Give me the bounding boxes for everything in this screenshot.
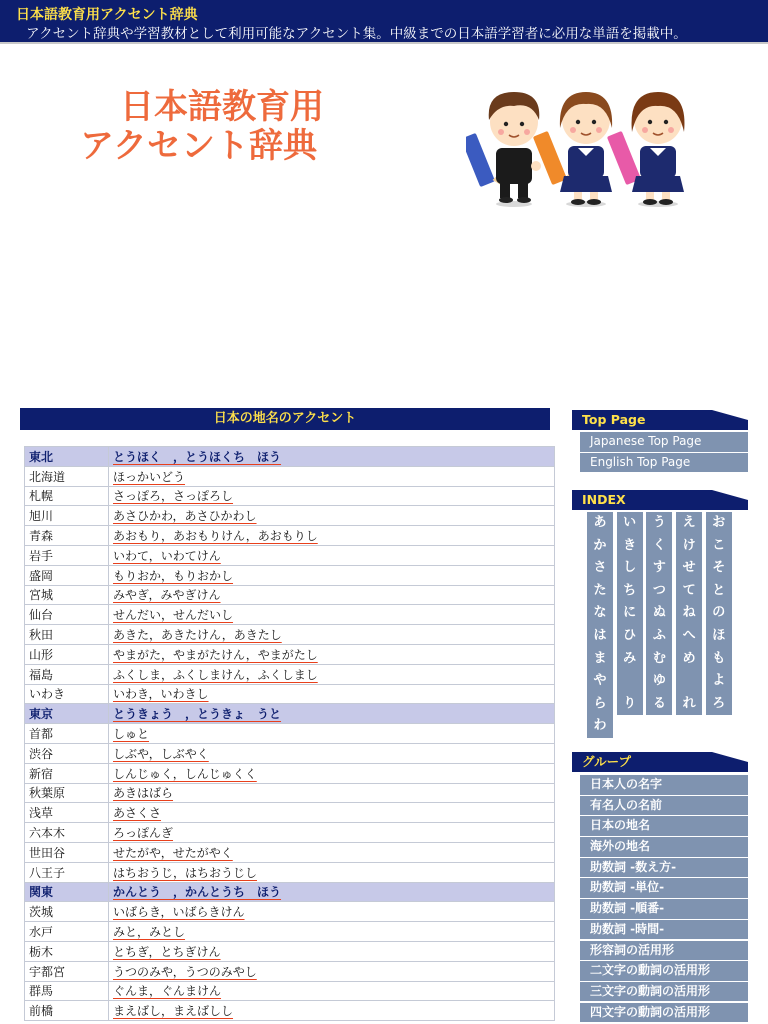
table-row bbox=[25, 486, 555, 506]
table-row bbox=[25, 862, 555, 882]
kana-index-link[interactable]: ぬ bbox=[652, 605, 666, 621]
kana-index-blank bbox=[676, 670, 702, 693]
table-row bbox=[25, 724, 555, 744]
sidebar-group-link[interactable]: 日本人の名字 bbox=[580, 775, 748, 795]
kana-index-link[interactable]: ね bbox=[682, 605, 696, 621]
place-name-cell: 前橋 bbox=[25, 1001, 109, 1021]
place-name-cell: 秋田 bbox=[25, 625, 109, 645]
section-title: 日本の地名のアクセント bbox=[20, 408, 550, 430]
table-row bbox=[25, 664, 555, 684]
accent-reading-cell: しぶや，しぶやく bbox=[109, 743, 555, 763]
kana-index-link[interactable]: み bbox=[623, 650, 637, 666]
accent-reading-cell: まえばし，まえばしし bbox=[109, 1001, 555, 1021]
kana-index-link[interactable]: よ bbox=[712, 673, 726, 689]
accent-reading-cell: ふくしま，ふくしまけん，ふくしまし bbox=[109, 664, 555, 684]
table-row bbox=[25, 1001, 555, 1021]
kana-index-link[interactable]: ろ bbox=[712, 695, 726, 711]
place-name-cell: 世田谷 bbox=[25, 842, 109, 862]
kana-index-link[interactable]: り bbox=[623, 695, 637, 711]
kana-index-column bbox=[676, 512, 702, 715]
kana-index-column bbox=[617, 512, 643, 715]
table-row bbox=[25, 783, 555, 803]
girl-figure-1 bbox=[533, 92, 612, 205]
table-row bbox=[25, 803, 555, 823]
sidebar-group-link[interactable]: 形容詞の活用形 bbox=[580, 941, 748, 961]
accent-reading-cell: とちぎ，とちぎけん bbox=[109, 941, 555, 961]
kana-index-link[interactable]: わ bbox=[593, 718, 607, 734]
sidebar-group-link[interactable]: 日本の地名 bbox=[580, 816, 748, 836]
accent-reading-cell: みと，みとし bbox=[109, 922, 555, 942]
logo-line-2: アクセント辞典 bbox=[80, 126, 317, 166]
accent-reading-cell: あさひかわ，あさひかわし bbox=[109, 506, 555, 526]
kana-index-link[interactable]: て bbox=[682, 582, 696, 598]
kana-index-link[interactable]: と bbox=[712, 582, 726, 598]
kana-index-link[interactable]: い bbox=[623, 515, 637, 530]
kana-index-link[interactable]: つ bbox=[652, 582, 666, 598]
sidebar-group-link[interactable]: 二文字の動詞の活用形 bbox=[580, 961, 748, 981]
place-name-cell: 山形 bbox=[25, 644, 109, 664]
accent-reading-cell: いわき，いわきし bbox=[109, 684, 555, 704]
accent-reading-cell: さっぽろ，さっぽろし bbox=[109, 486, 555, 506]
sidebar-group-link[interactable]: 助数詞 -単位- bbox=[580, 878, 748, 898]
kana-index-link[interactable]: こ bbox=[712, 537, 726, 553]
table-row bbox=[25, 545, 555, 565]
accent-reading-cell: ろっぽんぎ bbox=[109, 823, 555, 843]
kana-index-link[interactable]: う bbox=[652, 515, 666, 530]
accent-reading-cell: はちおうじ，はちおうじし bbox=[109, 862, 555, 882]
accent-reading-cell: やまがた，やまがたけん，やまがたし bbox=[109, 644, 555, 664]
place-name-cell: 栃木 bbox=[25, 941, 109, 961]
kana-index-column bbox=[587, 512, 613, 738]
table-group-header-row bbox=[25, 704, 555, 724]
table-row bbox=[25, 961, 555, 981]
accent-table bbox=[24, 446, 555, 1021]
sidebar-group-list bbox=[580, 775, 748, 1023]
kana-index-link[interactable]: ゆ bbox=[652, 673, 666, 689]
table-row bbox=[25, 644, 555, 664]
place-name-cell: 札幌 bbox=[25, 486, 109, 506]
kana-index-link[interactable]: は bbox=[593, 627, 607, 643]
kana-index-link[interactable]: の bbox=[712, 605, 726, 621]
accent-reading-cell: いわて，いわてけん bbox=[109, 545, 555, 565]
table-row bbox=[25, 526, 555, 546]
site-logo[interactable] bbox=[80, 88, 324, 166]
sidebar-group-link[interactable]: 助数詞 -数え方- bbox=[580, 858, 748, 878]
place-name-cell: 首都 bbox=[25, 724, 109, 744]
logo-line-1: 日本語教育用 bbox=[120, 87, 324, 127]
accent-reading-cell: あさくさ bbox=[109, 803, 555, 823]
kana-index-link[interactable]: さ bbox=[593, 560, 607, 576]
boy-figure bbox=[466, 92, 541, 203]
students-illustration bbox=[466, 82, 696, 214]
accent-reading-cell: ぐんま，ぐんまけん bbox=[109, 981, 555, 1001]
table-row bbox=[25, 585, 555, 605]
kana-index-link[interactable]: や bbox=[593, 673, 607, 689]
accent-reading-cell: とうほく ，とうほくち ほう bbox=[109, 447, 555, 467]
kana-index-link[interactable]: ふ bbox=[652, 627, 666, 643]
place-name-cell: 岩手 bbox=[25, 545, 109, 565]
kana-index-column bbox=[706, 512, 732, 715]
accent-reading-cell: もりおか，もりおかし bbox=[109, 565, 555, 585]
place-name-cell: いわき bbox=[25, 684, 109, 704]
sidebar-group-link[interactable]: 海外の地名 bbox=[580, 837, 748, 857]
table-row bbox=[25, 902, 555, 922]
kana-index-link[interactable]: え bbox=[682, 515, 696, 530]
place-name-cell: 水戸 bbox=[25, 922, 109, 942]
sidebar-top-page-link[interactable]: English Top Page bbox=[580, 453, 748, 473]
kana-index-link[interactable]: ひ bbox=[623, 627, 637, 643]
kana-index-link[interactable]: き bbox=[623, 537, 637, 553]
accent-reading-cell: いばらき，いばらきけん bbox=[109, 902, 555, 922]
site-title[interactable]: 日本語教育用アクセント辞典 bbox=[16, 7, 198, 23]
kana-index-link[interactable]: ら bbox=[593, 695, 607, 711]
sidebar-top-page-heading: Top Page bbox=[572, 410, 748, 430]
table-row bbox=[25, 842, 555, 862]
place-name-cell: 茨城 bbox=[25, 902, 109, 922]
accent-reading-cell: あきた，あきたけん，あきたし bbox=[109, 625, 555, 645]
place-name-cell: 六本木 bbox=[25, 823, 109, 843]
accent-reading-cell: とうきょう ，とうきょ うと bbox=[109, 704, 555, 724]
table-row bbox=[25, 684, 555, 704]
kana-index-link[interactable]: あ bbox=[593, 515, 607, 530]
sidebar-index-heading: INDEX bbox=[572, 490, 748, 510]
kana-index-blank bbox=[617, 670, 643, 693]
place-name-cell: 浅草 bbox=[25, 803, 109, 823]
site-subtitle: アクセント辞典や学習教材として利用可能なアクセント集。中級までの日本語学習者に必用な単語を掲載中。 bbox=[26, 26, 687, 42]
place-name-cell: 東北 bbox=[25, 447, 109, 467]
accent-reading-cell: あおもり，あおもりけん，あおもりし bbox=[109, 526, 555, 546]
kana-index-link[interactable]: か bbox=[593, 537, 607, 553]
sidebar-group-link[interactable]: 助数詞 -順番- bbox=[580, 899, 748, 919]
place-name-cell: 八王子 bbox=[25, 862, 109, 882]
kana-index-link[interactable]: め bbox=[682, 650, 696, 666]
kana-index-link[interactable]: そ bbox=[712, 560, 726, 576]
table-row bbox=[25, 605, 555, 625]
sidebar-group-link[interactable]: 有名人の名前 bbox=[580, 796, 748, 816]
place-name-cell: 青森 bbox=[25, 526, 109, 546]
kana-index-link[interactable]: に bbox=[623, 605, 637, 621]
sidebar-top-page-list bbox=[580, 432, 748, 473]
place-name-cell: 宇都宮 bbox=[25, 961, 109, 981]
girl-figure-2 bbox=[607, 92, 685, 205]
kana-index-link[interactable]: け bbox=[682, 537, 696, 553]
kana-index-link[interactable]: な bbox=[593, 605, 607, 621]
sidebar-group-heading: グループ bbox=[572, 752, 748, 772]
table-row bbox=[25, 922, 555, 942]
kana-index-link[interactable]: へ bbox=[682, 627, 696, 643]
table-row bbox=[25, 625, 555, 645]
sidebar-group-link[interactable]: 助数詞 -時間- bbox=[580, 920, 748, 940]
place-name-cell: 東京 bbox=[25, 704, 109, 724]
kana-index-link[interactable]: た bbox=[593, 582, 607, 598]
place-name-cell: 北海道 bbox=[25, 466, 109, 486]
accent-reading-cell: みやぎ，みやぎけん bbox=[109, 585, 555, 605]
place-name-cell: 旭川 bbox=[25, 506, 109, 526]
place-name-cell: 盛岡 bbox=[25, 565, 109, 585]
accent-reading-cell: しんじゅく，しんじゅくく bbox=[109, 763, 555, 783]
place-name-cell: 群馬 bbox=[25, 981, 109, 1001]
accent-reading-cell: せたがや，せたがやく bbox=[109, 842, 555, 862]
table-row bbox=[25, 823, 555, 843]
place-name-cell: 新宿 bbox=[25, 763, 109, 783]
kana-index-link[interactable]: ほ bbox=[712, 627, 726, 643]
table-group-header-row bbox=[25, 882, 555, 902]
table-row bbox=[25, 743, 555, 763]
place-name-cell: 福島 bbox=[25, 664, 109, 684]
kana-index-link[interactable]: く bbox=[652, 537, 666, 553]
table-group-header-row bbox=[25, 447, 555, 467]
accent-reading-cell: ほっかいどう bbox=[109, 466, 555, 486]
kana-index-link[interactable]: ち bbox=[623, 582, 637, 598]
sidebar-group-link[interactable]: 三文字の動詞の活用形 bbox=[580, 982, 748, 1002]
top-header-bar bbox=[0, 0, 768, 44]
accent-reading-cell: せんだい，せんだいし bbox=[109, 605, 555, 625]
accent-reading-cell: かんとう ，かんとうち ほう bbox=[109, 882, 555, 902]
accent-reading-cell: しゅと bbox=[109, 724, 555, 744]
kana-index-link[interactable]: も bbox=[712, 650, 726, 666]
accent-reading-cell: うつのみや，うつのみやし bbox=[109, 961, 555, 981]
kana-index-link[interactable]: む bbox=[652, 650, 666, 666]
kana-index-link[interactable]: す bbox=[652, 560, 666, 576]
sidebar-top-page-link[interactable]: Japanese Top Page bbox=[580, 432, 748, 452]
kana-index-column bbox=[646, 512, 672, 715]
place-name-cell: 渋谷 bbox=[25, 743, 109, 763]
place-name-cell: 関東 bbox=[25, 882, 109, 902]
kana-index-link[interactable]: し bbox=[623, 560, 637, 576]
table-row bbox=[25, 981, 555, 1001]
kana-index-link[interactable]: ま bbox=[593, 650, 607, 666]
table-row bbox=[25, 941, 555, 961]
place-name-cell: 宮城 bbox=[25, 585, 109, 605]
table-row bbox=[25, 466, 555, 486]
kana-index-link[interactable]: お bbox=[712, 515, 726, 530]
place-name-cell: 仙台 bbox=[25, 605, 109, 625]
kana-index-link[interactable]: る bbox=[652, 695, 666, 711]
kana-index-link[interactable]: れ bbox=[682, 695, 696, 711]
kana-index-link[interactable]: せ bbox=[682, 560, 696, 576]
table-row bbox=[25, 565, 555, 585]
table-row bbox=[25, 506, 555, 526]
table-row bbox=[25, 763, 555, 783]
sidebar-group-link[interactable]: 四文字の動詞の活用形 bbox=[580, 1003, 748, 1023]
place-name-cell: 秋葉原 bbox=[25, 783, 109, 803]
accent-reading-cell: あきはばら bbox=[109, 783, 555, 803]
